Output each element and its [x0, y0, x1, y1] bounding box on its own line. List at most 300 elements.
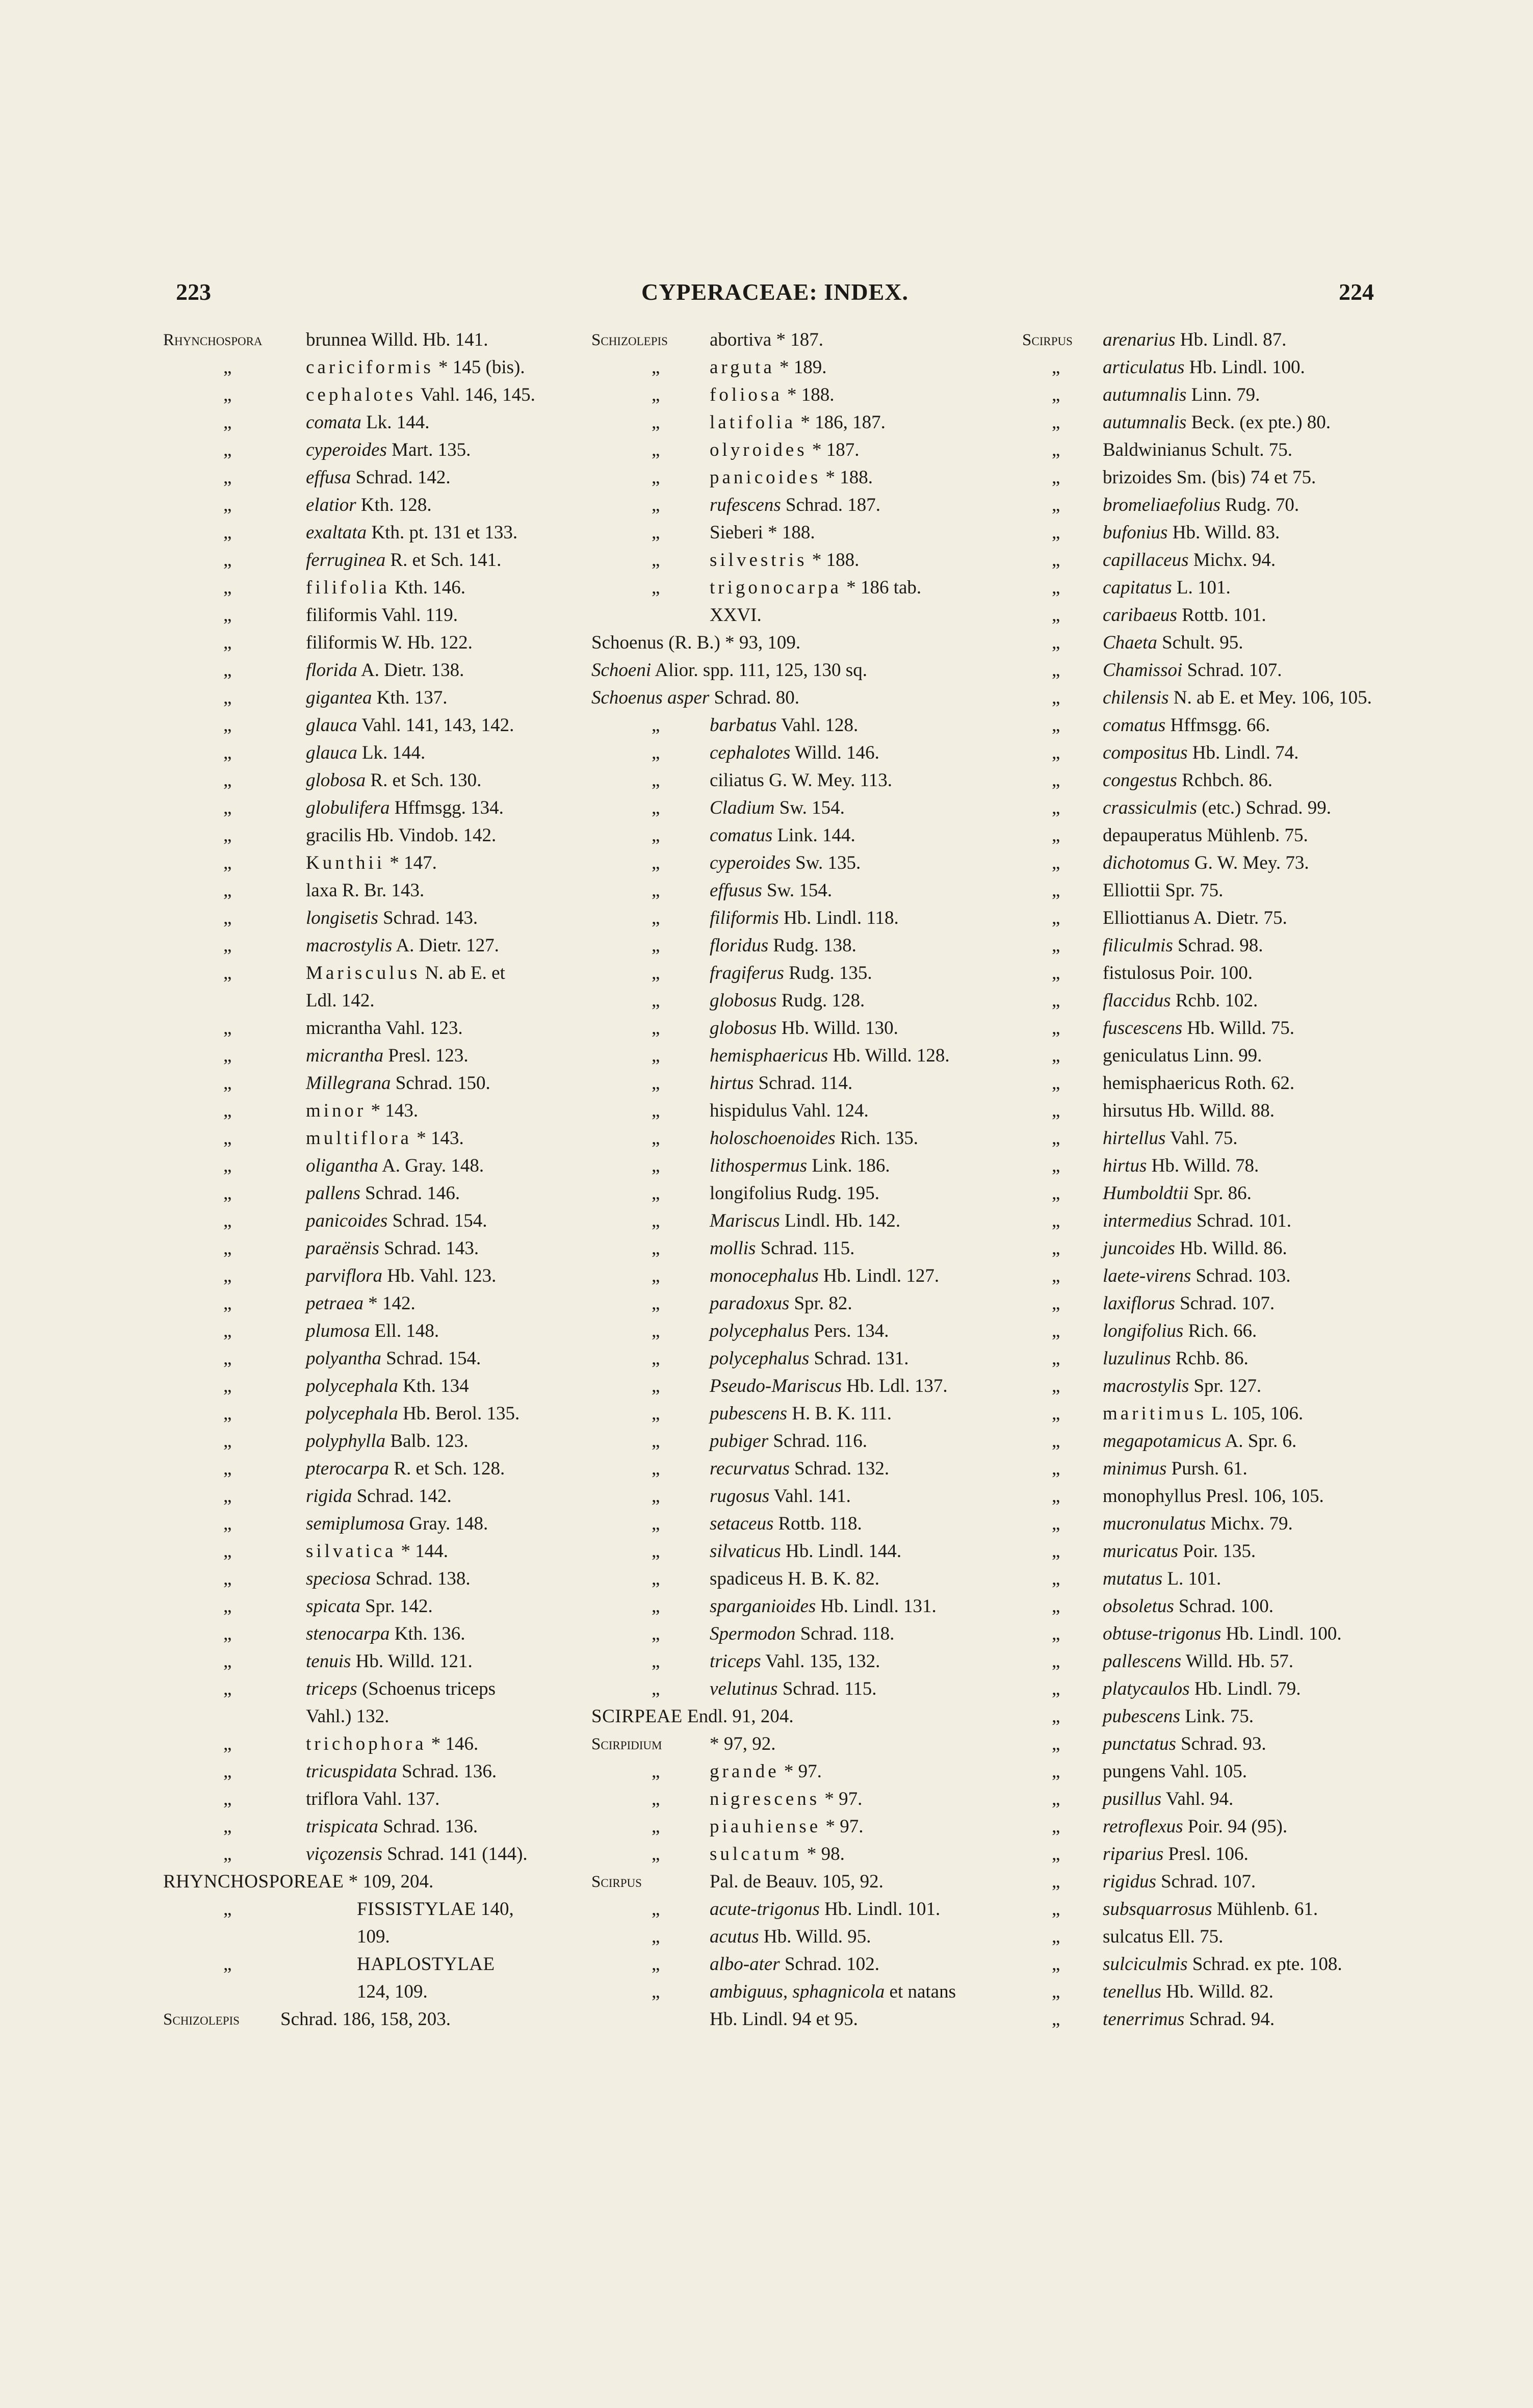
- page-title: CYPERACEAE: INDEX.: [641, 279, 909, 305]
- authority-reference: Poir. 135.: [1183, 1541, 1256, 1562]
- ditto-mark: „: [223, 605, 232, 626]
- authority-reference: Vahl. 141.: [773, 1486, 851, 1507]
- authority-reference: Willd. 146.: [794, 742, 879, 763]
- species-name: spicata: [306, 1596, 360, 1617]
- ditto-mark: „: [652, 1844, 660, 1865]
- authority-reference: Schrad. 103.: [1196, 1265, 1291, 1286]
- ditto-mark: „: [1052, 1265, 1060, 1286]
- authority-reference: Hb. Lindl. 131.: [820, 1596, 937, 1617]
- species-name: bufonius: [1103, 522, 1168, 543]
- index-entry: [1022, 739, 1517, 767]
- index-entry: [163, 1152, 571, 1180]
- species-name: multiflora: [306, 1128, 412, 1149]
- species-name: polyphylla: [306, 1431, 386, 1452]
- index-entry: [1022, 822, 1517, 849]
- authority-reference: Schrad. 150.: [395, 1073, 490, 1094]
- ditto-mark: „: [223, 1541, 232, 1562]
- index-entry: [1022, 1510, 1517, 1538]
- ditto-mark: „: [223, 742, 232, 763]
- species-name: acute-trigonus: [710, 1899, 820, 1920]
- authority-reference: Schrad. 154.: [386, 1348, 481, 1369]
- authority-reference: Hb. Lindl. 127.: [823, 1265, 940, 1286]
- index-entry: [163, 1951, 571, 2006]
- index-entry: [1022, 1455, 1517, 1483]
- ditto-mark: „: [223, 1733, 232, 1754]
- authority-reference: Kth. 134: [403, 1376, 469, 1396]
- ditto-mark: „: [1052, 1210, 1060, 1231]
- index-entry: [163, 1648, 571, 1675]
- index-entry: [591, 657, 1015, 684]
- authority-reference: Sw. 154.: [767, 880, 833, 901]
- species-name: Elliottii: [1103, 880, 1161, 901]
- ditto-mark: „: [652, 1513, 660, 1534]
- species-name: caribaeus: [1103, 605, 1177, 626]
- ditto-mark: „: [652, 1431, 660, 1452]
- ditto-mark: „: [652, 412, 660, 433]
- authority-reference: Kth. 137.: [376, 687, 448, 708]
- index-entry: [163, 1400, 571, 1428]
- ditto-mark: „: [652, 1954, 660, 1975]
- species-name: pterocarpa: [306, 1458, 389, 1479]
- species-name: geniculatus: [1103, 1045, 1189, 1066]
- ditto-mark: „: [652, 1486, 660, 1507]
- species-name: laxa: [306, 880, 337, 901]
- index-entry: [1022, 436, 1517, 464]
- species-name: sulcatum: [710, 1844, 802, 1865]
- species-name: hirtus: [1103, 1155, 1147, 1176]
- ditto-mark: „: [223, 1155, 232, 1176]
- ditto-mark: „: [1052, 935, 1060, 956]
- species-name: tenuis: [306, 1651, 351, 1672]
- species-name: nigrescens: [710, 1789, 820, 1809]
- index-entry: [591, 381, 1015, 409]
- species-name: crassiculmis: [1103, 797, 1197, 818]
- authority-reference: Hb. Willd. 86.: [1180, 1238, 1287, 1259]
- authority-reference: Lk. 144.: [366, 412, 430, 433]
- authority-reference: Beck. (ex pte.) 80.: [1191, 412, 1331, 433]
- index-entry: [591, 1730, 1015, 1758]
- ditto-mark: „: [1052, 495, 1060, 515]
- index-entry: [1022, 1097, 1517, 1125]
- authority-reference: * 186, 187.: [800, 412, 886, 433]
- authority-reference: * 97.: [784, 1761, 822, 1782]
- ditto-mark: „: [223, 963, 232, 983]
- ditto-mark: „: [652, 908, 660, 928]
- authority-reference: W. Hb. 122.: [381, 632, 473, 653]
- ditto-mark: „: [223, 1128, 232, 1149]
- ditto-mark: „: [1052, 1816, 1060, 1837]
- species-name: brizoides: [1103, 467, 1172, 488]
- authority-reference: Hb. Lindl. 144.: [786, 1541, 902, 1562]
- index-entry: [163, 1428, 571, 1455]
- authority-reference: Schrad. 132.: [794, 1458, 890, 1479]
- index-entry: [591, 519, 1015, 547]
- authority-reference: Rottb. 101.: [1182, 605, 1266, 626]
- species-name: lithospermus: [710, 1155, 808, 1176]
- authority-reference: G. W. Mey. 73.: [1194, 852, 1309, 873]
- index-entry: [1022, 629, 1517, 657]
- index-entry: [1022, 574, 1517, 602]
- species-name: pubiger: [710, 1431, 769, 1452]
- authority-reference: Spr. 127.: [1193, 1376, 1262, 1396]
- index-entry: [1022, 1785, 1517, 1813]
- ditto-mark: „: [223, 1486, 232, 1507]
- ditto-mark: „: [652, 1128, 660, 1149]
- authority-reference: Vahl. 124.: [791, 1100, 869, 1121]
- index-entry: [591, 1015, 1015, 1042]
- index-entry: [1022, 1841, 1517, 1868]
- entry-continuation: Hb. Lindl. 94 et 95.: [710, 2009, 858, 2030]
- index-entry: [1022, 1565, 1517, 1593]
- species-name: maritimus: [1103, 1403, 1207, 1424]
- index-entry: [591, 1180, 1015, 1207]
- authority-reference: Vahl. 141, 143, 142.: [361, 715, 514, 736]
- ditto-mark: „: [1052, 467, 1060, 488]
- authority-reference: A. Spr. 6.: [1225, 1431, 1297, 1452]
- species-name: glauca: [306, 715, 357, 736]
- authority-reference: (R. B.) * 93, 109.: [668, 632, 801, 653]
- species-name: florida: [306, 660, 357, 681]
- species-name: minimus: [1103, 1458, 1167, 1479]
- authority-reference: Linn. 99.: [1193, 1045, 1262, 1066]
- ditto-mark: „: [1052, 1568, 1060, 1589]
- authority-reference: Schrad. 141 (144).: [387, 1844, 528, 1865]
- authority-reference: Kth. 146.: [395, 577, 465, 598]
- index-entry: [591, 1455, 1015, 1483]
- authority-reference: Vahl. 94.: [1165, 1789, 1234, 1809]
- index-entry: [1022, 1070, 1517, 1097]
- index-entry: [163, 849, 571, 877]
- authority-reference: Hb. Lindl. 87.: [1180, 329, 1287, 350]
- ditto-mark: „: [652, 577, 660, 598]
- index-entry: [591, 1565, 1015, 1593]
- species-name: rigidus: [1103, 1871, 1156, 1892]
- authority-reference: Rudg. 135.: [789, 963, 872, 983]
- ditto-mark: „: [1052, 1899, 1060, 1920]
- index-entry: [1022, 1868, 1517, 1896]
- authority-reference: Gray. 148.: [409, 1513, 488, 1534]
- species-name: micrantha: [306, 1045, 384, 1066]
- index-entry: [1022, 657, 1517, 684]
- species-name: rufescens: [710, 495, 781, 515]
- ditto-mark: „: [652, 1073, 660, 1094]
- authority-reference: Schrad. 102.: [784, 1954, 879, 1975]
- authority-reference: Roth. 62.: [1225, 1073, 1295, 1094]
- authority-reference: H. B. K. 82.: [788, 1568, 879, 1589]
- ditto-mark: „: [652, 1293, 660, 1314]
- authority-reference: Schrad. 116.: [773, 1431, 867, 1452]
- species-name: hirtellus: [1103, 1128, 1166, 1149]
- authority-reference: Alior. spp. 111, 125, 130 sq.: [655, 660, 867, 681]
- index-entry: [591, 1070, 1015, 1097]
- species-name: capillaceus: [1103, 550, 1189, 571]
- authority-reference: N. ab E. et: [425, 963, 505, 983]
- ditto-mark: „: [1052, 632, 1060, 653]
- species-name: speciosa: [306, 1568, 371, 1589]
- species-name: macrostylis: [1103, 1376, 1189, 1396]
- ditto-mark: „: [1052, 1651, 1060, 1672]
- ditto-mark: „: [1052, 1981, 1060, 2002]
- ditto-mark: „: [1052, 1403, 1060, 1424]
- species-name: triflora: [306, 1789, 358, 1809]
- ditto-mark: „: [223, 1458, 232, 1479]
- authority-reference: * 145 (bis).: [438, 357, 525, 378]
- index-entry: [591, 1758, 1015, 1785]
- ditto-mark: „: [1052, 908, 1060, 928]
- ditto-mark: „: [1052, 1431, 1060, 1452]
- authority-reference: * 187.: [812, 439, 860, 460]
- species-name: mutatus: [1103, 1568, 1163, 1589]
- index-entry: [1022, 684, 1517, 712]
- ditto-mark: „: [223, 1899, 232, 1920]
- index-entry: [1022, 1152, 1517, 1180]
- index-entry: [163, 1510, 571, 1538]
- species-name: megapotamicus: [1103, 1431, 1222, 1452]
- species-name: pungens: [1103, 1761, 1166, 1782]
- index-entry: [1022, 987, 1517, 1015]
- index-entry: [591, 1428, 1015, 1455]
- authority-reference: Schrad. 107.: [1161, 1871, 1256, 1892]
- index-column-1: [163, 326, 571, 2033]
- species-name: monophyllus: [1103, 1486, 1202, 1507]
- index-entry: [163, 1620, 571, 1648]
- index-entry: [591, 1785, 1015, 1813]
- ditto-mark: „: [1052, 522, 1060, 543]
- species-name: hirsutus: [1103, 1100, 1163, 1121]
- species-name: oligantha: [306, 1155, 378, 1176]
- index-entry: [591, 1896, 1015, 1923]
- ditto-mark: „: [1052, 1486, 1060, 1507]
- species-name: albo-ater: [710, 1954, 780, 1975]
- species-name: barbatus: [710, 715, 777, 736]
- index-entry: [163, 904, 571, 932]
- ditto-mark: „: [1052, 715, 1060, 736]
- authority-reference: L. 105, 106.: [1211, 1403, 1304, 1424]
- authority-reference: Schrad. 142.: [356, 1486, 452, 1507]
- authority-reference: Schrad. 115.: [760, 1238, 855, 1259]
- index-entry: [1022, 464, 1517, 491]
- ditto-mark: „: [652, 1541, 660, 1562]
- authority-reference: Schrad. 107.: [1187, 660, 1282, 681]
- index-entry: [163, 1483, 571, 1510]
- species-name: holoschoenoides: [710, 1128, 836, 1149]
- ditto-mark: „: [1052, 742, 1060, 763]
- entry-continuation: Ldl. 142.: [306, 990, 375, 1011]
- species-name: cyperoides: [710, 852, 791, 873]
- authority-reference: Hb. Lindl. 79.: [1194, 1678, 1301, 1699]
- authority-reference: Vahl. 135, 132.: [765, 1651, 880, 1672]
- species-name: pubescens: [710, 1403, 788, 1424]
- species-name: laxiflorus: [1103, 1293, 1175, 1314]
- authority-reference: * 187.: [776, 329, 823, 350]
- ditto-mark: „: [223, 1789, 232, 1809]
- index-entry: [1022, 1896, 1517, 1923]
- index-entry: [1022, 960, 1517, 987]
- species-name: effusa: [306, 467, 351, 488]
- index-entry: [163, 464, 571, 491]
- species-name: fragiferus: [710, 963, 784, 983]
- authority-reference: Pers. 134.: [814, 1320, 889, 1341]
- index-entry: [1022, 1207, 1517, 1235]
- authority-reference: * 188.: [812, 550, 860, 571]
- authority-reference: Rottb. 118.: [778, 1513, 862, 1534]
- authority-reference: Sw. 135.: [795, 852, 861, 873]
- ditto-mark: „: [223, 1265, 232, 1286]
- index-entry: [1022, 1675, 1517, 1703]
- ditto-mark: „: [1052, 1926, 1060, 1947]
- species-name: dichotomus: [1103, 852, 1190, 873]
- species-name: exaltata: [306, 522, 367, 543]
- ditto-mark: „: [223, 632, 232, 653]
- index-entry: [591, 1675, 1015, 1703]
- page-header: [176, 278, 1374, 319]
- authority-reference: Michx. 94.: [1193, 550, 1276, 571]
- index-entry: [1022, 491, 1517, 519]
- ditto-mark: „: [1052, 1541, 1060, 1562]
- ditto-mark: „: [223, 825, 232, 846]
- index-entry: [591, 1813, 1015, 1841]
- species-name: laete-virens: [1103, 1265, 1191, 1286]
- species-name: Sieberi: [710, 522, 763, 543]
- authority-reference: Schrad. 118.: [800, 1623, 895, 1644]
- index-entry: [163, 1180, 571, 1207]
- ditto-mark: „: [223, 439, 232, 460]
- ditto-mark: „: [1052, 1100, 1060, 1121]
- species-name: capitatus: [1103, 577, 1172, 598]
- index-entry: [591, 822, 1015, 849]
- species-name: autumnalis: [1103, 412, 1187, 433]
- species-name: Mariscus: [710, 1210, 780, 1231]
- authority-reference: Mart. 135.: [392, 439, 471, 460]
- authority-reference: * 143.: [371, 1100, 419, 1121]
- ditto-mark: „: [652, 1403, 660, 1424]
- authority-reference: Ell. 148.: [374, 1320, 439, 1341]
- index-entry: [163, 409, 571, 436]
- species-name: floridus: [710, 935, 769, 956]
- authority-reference: * 189.: [780, 357, 827, 378]
- index-entry: [1022, 602, 1517, 629]
- index-entry: [163, 381, 571, 409]
- authority-reference: Link. 75.: [1185, 1706, 1254, 1727]
- authority-reference: Hb. Willd. 130.: [781, 1018, 898, 1039]
- species-name: Millegrana: [306, 1073, 391, 1094]
- species-name: triceps: [710, 1651, 761, 1672]
- index-entry: [163, 1015, 571, 1042]
- index-entry: [591, 1317, 1015, 1345]
- ditto-mark: „: [223, 1431, 232, 1452]
- authority-reference: A. Gray. 148.: [382, 1155, 484, 1176]
- authority-reference: Schrad. 138.: [375, 1568, 471, 1589]
- index-entry: [1022, 381, 1517, 409]
- index-entry: [1022, 1125, 1517, 1152]
- index-entry: [1022, 767, 1517, 794]
- index-entry: [591, 1978, 1015, 2033]
- ditto-mark: „: [652, 770, 660, 791]
- ditto-mark: „: [1052, 1045, 1060, 1066]
- index-entry: [1022, 712, 1517, 739]
- authority-reference: Rudg. 195.: [796, 1183, 880, 1204]
- authority-reference: Hb. Willd. 121.: [355, 1651, 473, 1672]
- ditto-mark: „: [652, 1761, 660, 1782]
- genus-label: Schizolepis: [591, 331, 668, 349]
- index-entry: [1022, 1620, 1517, 1648]
- ditto-mark: „: [652, 1210, 660, 1231]
- index-entry: [163, 519, 571, 547]
- species-name: parviflora: [306, 1265, 383, 1286]
- ditto-mark: „: [652, 1981, 660, 2002]
- ditto-mark: „: [223, 522, 232, 543]
- index-entry: [1022, 409, 1517, 436]
- species-name: longisetis: [306, 908, 378, 928]
- index-entry: [1022, 1758, 1517, 1785]
- authority-reference: * 97.: [825, 1816, 864, 1837]
- species-name: sulciculmis: [1103, 1954, 1188, 1975]
- index-entry: [591, 1620, 1015, 1648]
- species-name: paraënsis: [306, 1238, 379, 1259]
- index-entry: [591, 491, 1015, 519]
- species-name: polycephala: [306, 1376, 398, 1396]
- authority-reference: * 188.: [825, 467, 873, 488]
- ditto-mark: „: [1052, 1678, 1060, 1699]
- index-column-2: [591, 326, 1015, 2033]
- authority-reference: Hb. Willd. 75.: [1187, 1018, 1295, 1039]
- species-name: macrostylis: [306, 935, 393, 956]
- species-name: hemisphaericus: [1103, 1073, 1220, 1094]
- authority-reference: Pal. de Beauv. 105, 92.: [710, 1871, 884, 1892]
- species-name: Cladium: [710, 797, 775, 818]
- ditto-mark: „: [223, 1761, 232, 1782]
- species-name: riparius: [1103, 1844, 1164, 1865]
- index-entry: [1022, 877, 1517, 904]
- authority-reference: N. ab E. et Mey. 106, 105.: [1173, 687, 1372, 708]
- ditto-mark: „: [223, 384, 232, 405]
- ditto-mark: „: [652, 439, 660, 460]
- index-entry: [591, 1538, 1015, 1565]
- species-name: RHYNCHOSPOREAE: [163, 1871, 344, 1892]
- authority-reference: R. et Sch. 128.: [394, 1458, 505, 1479]
- ditto-mark: „: [223, 1844, 232, 1865]
- ditto-mark: „: [223, 1513, 232, 1534]
- index-entry: [163, 1675, 571, 1730]
- authority-reference: Schrad. 143.: [384, 1238, 479, 1259]
- authority-reference: Rudg. 70.: [1225, 495, 1300, 515]
- species-name: ciliatus: [710, 770, 764, 791]
- authority-reference: Kth. pt. 131 et 133.: [371, 522, 518, 543]
- index-entry: [163, 1758, 571, 1785]
- index-entry: [591, 960, 1015, 987]
- species-name: effusus: [710, 880, 762, 901]
- authority-reference: Hb. Berol. 135.: [403, 1403, 520, 1424]
- authority-reference: Schrad. 114.: [758, 1073, 853, 1094]
- authority-reference: Rchb. 102.: [1175, 990, 1258, 1011]
- authority-reference: Schrad. 143.: [383, 908, 478, 928]
- authority-reference: Lk. 144.: [361, 742, 426, 763]
- species-name: gigantea: [306, 687, 372, 708]
- ditto-mark: „: [223, 1403, 232, 1424]
- ditto-mark: „: [1052, 825, 1060, 846]
- species-name: autumnalis: [1103, 384, 1187, 405]
- ditto-mark: „: [652, 522, 660, 543]
- authority-reference: Schrad. 146.: [365, 1183, 460, 1204]
- index-entry: [163, 1455, 571, 1483]
- index-entry: [591, 409, 1015, 436]
- species-name: tricuspidata: [306, 1761, 397, 1782]
- authority-reference: Vahl. 119.: [381, 605, 458, 626]
- species-name: velutinus: [710, 1678, 778, 1699]
- index-entry: [1022, 1951, 1517, 1978]
- species-name: tenerrimus: [1103, 2009, 1185, 2030]
- index-entry: [591, 1290, 1015, 1317]
